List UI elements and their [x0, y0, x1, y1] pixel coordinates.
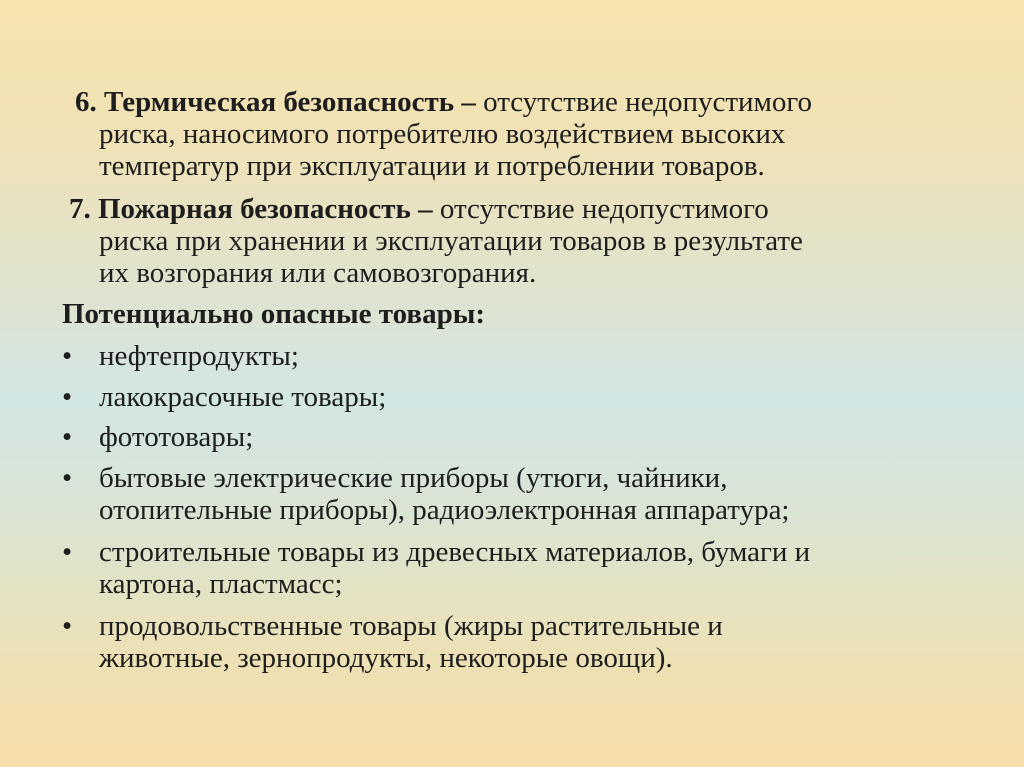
section-fire-safety [69, 193, 803, 289]
section-dash: – [461, 86, 476, 118]
section-thermal-safety [75, 86, 812, 182]
section-number: 6. [75, 86, 97, 118]
bullet-icon: • [62, 381, 73, 413]
list-item-line: картона, пластмасс; [99, 568, 343, 600]
bullet-icon: • [62, 536, 73, 568]
section-line: риска при хранении и эксплуатации товаров в результате [99, 225, 803, 257]
section-term: Пожарная безопасность [98, 193, 411, 225]
list-item-line: животные, зернопродукты, некоторые овощи). [99, 642, 673, 674]
list-item-text [99, 381, 386, 413]
list-item-text [99, 536, 810, 600]
bullet-icon: • [62, 340, 73, 372]
list-item-line: продовольственные товары (жиры растительные и [99, 610, 723, 642]
section-line: температур при эксплуатации и потреблении товаров. [99, 150, 765, 182]
list-item-line: фототовары; [99, 421, 254, 453]
section-first-line [75, 86, 812, 118]
bullet-icon: • [62, 421, 73, 453]
bullet-icon: • [62, 610, 73, 642]
section-line: риска, наносимого потребителю воздействием высоких [99, 118, 786, 150]
section-line: их возгорания или самовозгорания. [99, 257, 537, 289]
section-term: Термическая безопасность [104, 86, 455, 118]
list-item-line: бытовые электрические приборы (утюги, чайники, [99, 462, 728, 494]
list-item-line: строительные товары из древесных материалов, бумаги и [99, 536, 811, 568]
section-line: отсутствие недопустимого [439, 193, 769, 225]
section-line: отсутствие недопустимого [483, 86, 813, 118]
list-item-line: лакокрасочные товары; [99, 381, 387, 413]
list-item-text [99, 610, 723, 674]
list-heading: Потенциально опасные товары: [62, 298, 486, 330]
bullet-icon: • [62, 462, 73, 494]
list-item-text [99, 421, 253, 453]
list-item-line: отопительные приборы), радиоэлектронная аппаратура; [99, 494, 790, 526]
list-item-line: нефтепродукты; [99, 340, 299, 372]
list-item-text [99, 462, 790, 526]
section-number: 7. [69, 193, 91, 225]
section-dash: – [418, 193, 433, 225]
list-item-text [99, 340, 299, 372]
section-first-line [69, 193, 803, 225]
